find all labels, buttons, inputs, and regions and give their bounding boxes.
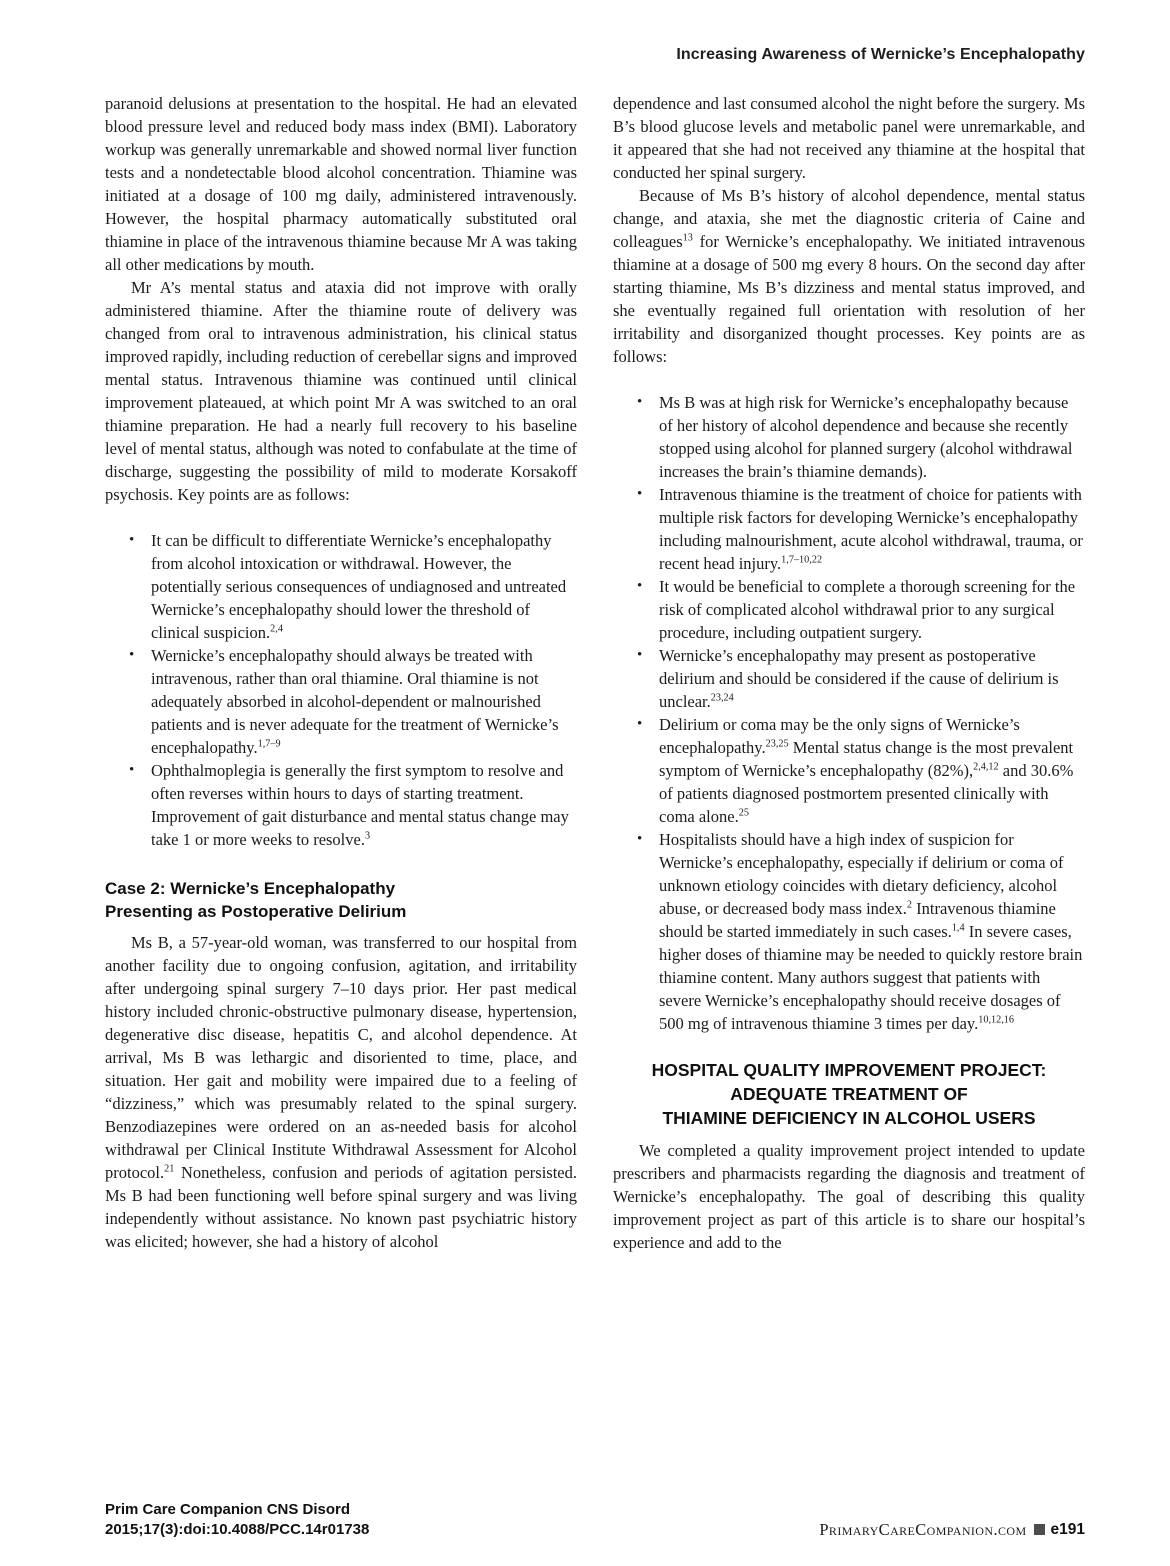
reference-superscript: 13 (682, 232, 693, 244)
reference-superscript: 2,4 (270, 623, 283, 635)
reference-superscript: 3 (364, 830, 371, 842)
bullet-item: • Ophthalmoplegia is generally the first symptom to resolve and often reverses within hours to days of starting treatment. Improvement of gait disturbance and mental status change may take 1 or more weeks to resolve.$^3$ (105, 759, 577, 851)
bullet-list (105, 529, 577, 851)
footer-right (819, 1520, 1085, 1540)
bullet-item: • Hospitalists should have a high index of suspicion for Wernicke’s encephalopathy, especially if delirium or coma of unknown etiology coincides with dietary deficiency, alcohol abuse, or decreased body mass index.$^2$ Intravenous thiamine should be started immediately in such cases.$^{1,4}$ In severe cases, higher doses of thiamine may be needed to quickly restore brain thiamine content. Many authors suggest that patients with severe Wernicke’s encephalopathy should receive dosages of 500 mg of intravenous thiamine 3 times per day.$^{10,12,16}$ (613, 828, 1085, 1035)
page-number: e191 (1050, 1521, 1085, 1538)
bullet-item: • Wernicke’s encephalopathy may present as postoperative delirium and should be considered if the cause of delirium is unclear.$^{23,24}$ (613, 644, 1085, 713)
reference-superscript: 23,24 (710, 692, 734, 704)
body-paragraph: dependence and last consumed alcohol the night before the surgery. Ms B’s blood glucose levels and metabolic panel were unremarkable, and it appeared that she had not received any thiamine at the hospital that conducted her spinal surgery. (613, 94, 1085, 182)
reference-superscript: 23,25 (765, 738, 789, 750)
case-subheading: Case 2: Wernicke’s Encephalopathy Presenting as Postoperative Delirium (105, 879, 407, 921)
body-paragraph: We completed a quality improvement project intended to update prescribers and pharmacists regarding the diagnosis and treatment of Wernicke’s encephalopathy. The goal of describing this quality improvement project as part of this article is to share our hospital’s experience and add to the (613, 1141, 1085, 1252)
reference-superscript: 1,7–9 (257, 738, 281, 750)
reference-superscript: 25 (738, 807, 749, 819)
bullet-item: • Delirium or coma may be the only signs of Wernicke’s encephalopathy.$^{23,25}$ Mental status change is the most prevalent symptom of Wernicke’s encephalopathy (82%),$^{2,4,12}$ and 30.6% of patients diagnosed postmortem presented clinically with coma alone.$^{25}$ (613, 713, 1085, 828)
journal-citation-line1: Prim Care Companion CNS Disord (105, 1501, 351, 1518)
reference-superscript: 1,4 (951, 922, 965, 934)
website-name: PrimaryCareCompanion.com (819, 1520, 1027, 1539)
body-paragraph: Because of Ms B’s history of alcohol dependence, mental status change, and ataxia, she met the diagnostic criteria of Caine and colleagues$^{13}$ for Wernicke’s encephalopathy. We initiated intravenous thiamine at a dosage of 500 mg every 8 hours. On the second day after starting thiamine, Ms B’s dizziness and mental status improved, and she eventually regained full orientation with resolution of her irritability and disorganized thought processes. Key points are as follows: (613, 186, 1085, 366)
bullet-item: • It can be difficult to differentiate Wernicke’s encephalopathy from alcohol intoxication or withdrawal. However, the potentially serious consequences of undiagnosed and untreated Wernicke’s encephalopathy should lower the threshold of clinical suspicion.$^{2,4}$ (105, 529, 577, 644)
right-column (613, 92, 1085, 1254)
reference-superscript: 21 (164, 1163, 175, 1175)
bullet-item: • Intravenous thiamine is the treatment of choice for patients with multiple risk factors for developing Wernicke’s encephalopathy including malnourishment, acute alcohol withdrawal, trauma, or recent head injury.$^{1,7-10,22}$ (613, 483, 1085, 575)
bullet-item: • Wernicke’s encephalopathy should always be treated with intravenous, rather than oral thiamine. Oral thiamine is not adequately absorbed in alcohol-dependent or malnourished patients and is never adequate for the treatment of Wernicke’s encephalopathy.$^{1,7-9}$ (105, 644, 577, 759)
section-heading: HOSPITAL QUALITY IMPROVEMENT PROJECT: ADEQUATE TREATMENT OF THIAMINE DEFICIENCY IN ALCOHOL USERS (651, 1060, 1047, 1128)
body-paragraph: paranoid delusions at presentation to the hospital. He had an elevated blood pressure level and reduced body mass index (BMI). Laboratory workup was generally unremarkable and showed normal liver function tests and a nondetectable blood alcohol concentration. Thiamine was initiated at a dosage of 100 mg daily, administered intravenously. However, the hospital pharmacy automatically substituted oral thiamine in place of the intravenous thiamine because Mr A was taking all other medications by mouth. (105, 94, 577, 274)
reference-superscript: 10,12,16 (978, 1014, 1015, 1026)
page-footer (105, 1500, 1085, 1540)
left-column (105, 92, 577, 1254)
body-paragraph: Mr A’s mental status and ataxia did not improve with orally administered thiamine. After the thiamine route of delivery was changed from oral to intravenous administration, his clinical status improved rapidly, including reduction of cerebellar signs and improved mental status. Intravenous thiamine was continued until clinical improvement plateaued, at which point Mr A was switched to an oral thiamine preparation. He had a nearly full recovery to his baseline level of mental status, although was noted to confabulate at the time of discharge, suggesting the possibility of mild to moderate Korsakoff psychosis. Key points are as follows: (105, 278, 577, 504)
bullet-item: • It would be beneficial to complete a thorough screening for the risk of complicated alcohol withdrawal prior to any surgical procedure, including outpatient surgery. (613, 575, 1085, 644)
two-column-body (105, 92, 1085, 1254)
bullet-item: • Ms B was at high risk for Wernicke’s encephalopathy because of her history of alcohol dependence and because she recently stopped using alcohol for planned surgery (alcohol withdrawal increases the brain’s thiamine demands). (613, 391, 1085, 483)
journal-citation (105, 1500, 369, 1540)
body-paragraph: Ms B, a 57-year-old woman, was transferred to our hospital from another facility due to ongoing confusion, agitation, and irritability after undergoing spinal surgery 7–10 days prior. Her past medical history included chronic-obstructive pulmonary disease, hypertension, degenerative disc disease, hepatitis C, and alcohol dependence. At arrival, Ms B was lethargic and disoriented to time, place, and situation. Her gait and mobility were impaired due to a feeling of “dizziness,” which was presumably related to the spinal surgery. Benzodiazepines were ordered on an as-needed basis for alcohol withdrawal per Clinical Institute Withdrawal Assessment for Alcohol protocol.$^{21}$ Nonetheless, confusion and periods of agitation persisted. Ms B had been functioning well before spinal surgery and was living independently without assistance. No known past psychiatric history was elicited; however, she had a history of alcohol (105, 933, 577, 1251)
journal-citation-line2: 2015;17(3):doi:10.4088/PCC.14r01738 (105, 1521, 370, 1538)
reference-superscript: 2,4,12 (973, 761, 999, 773)
running-head: Increasing Awareness of Wernicke’s Encephalopathy (676, 46, 1085, 63)
reference-superscript: 1,7–10,22 (781, 554, 823, 566)
bullet-list (613, 391, 1085, 1035)
reference-superscript: 2 (906, 899, 912, 911)
square-icon (1034, 1524, 1045, 1535)
